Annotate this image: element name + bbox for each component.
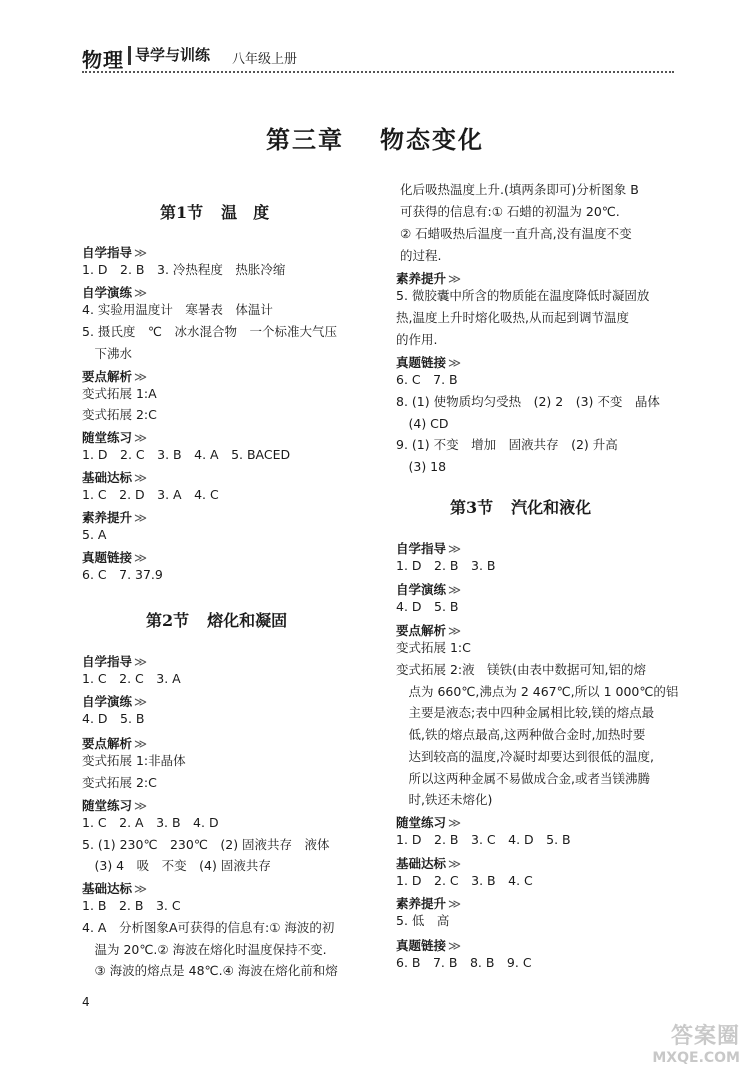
chevron-icon: ≫	[134, 285, 148, 300]
answer-line: 主要是液态;表中四种金属相比较,镁的熔点最	[396, 705, 655, 720]
chapter-title	[0, 120, 750, 155]
answer-line: 5. 低 高	[396, 913, 450, 928]
subject-title: 物理	[82, 48, 124, 72]
chevron-icon: ≫	[134, 654, 148, 669]
label-zixue-yanlian: 自学演练 ≫	[396, 582, 462, 597]
answer-line: 1. D 2. B 3. B	[396, 558, 496, 573]
answer-line: 的作用.	[396, 332, 438, 347]
answer-line: 变式拓展 1:C	[396, 640, 471, 655]
label-zhenti-lianjie: 真题链接 ≫	[396, 355, 462, 370]
chevron-icon: ≫	[134, 694, 148, 709]
page-header	[82, 44, 672, 70]
label-suyang-tisheng: 素养提升 ≫	[396, 896, 462, 911]
answer-line: 低,铁的熔点最高,这两种做合金时,加热时要	[396, 727, 646, 742]
chapter-name: 物态变化	[380, 125, 484, 154]
answer-line: 变式拓展 1:A	[82, 386, 157, 401]
section-2-name: 熔化和凝固	[207, 611, 288, 630]
answer-line: 6. C 7. 37.9	[82, 567, 163, 582]
label-zhenti-lianjie: 真题链接 ≫	[396, 938, 462, 953]
label-yaodian-jiexi: 要点解析 ≫	[396, 623, 462, 638]
answer-line: 变式拓展 2:C	[82, 407, 157, 422]
label-zixue-zhidao: 自学指导 ≫	[82, 654, 148, 669]
answer-line: (3) 4 吸 不变 (4) 固液共存	[82, 858, 271, 873]
answer-line: 变式拓展 2:C	[82, 775, 157, 790]
chevron-icon: ≫	[448, 938, 462, 953]
chevron-icon: ≫	[448, 815, 462, 830]
section-2-title	[146, 608, 287, 631]
book-title: 导学与训练	[128, 46, 214, 65]
chevron-icon: ≫	[134, 798, 148, 813]
answer-line: 点为 660℃,沸点为 2 467℃,所以 1 000℃的铝	[396, 684, 679, 699]
answer-line: 1. D 2. B 3. C 4. D 5. B	[396, 832, 571, 847]
page-number: 4	[82, 995, 90, 1009]
chevron-icon: ≫	[448, 623, 462, 638]
answer-line: 4. 实验用温度计 寒暑表 体温计	[82, 302, 273, 317]
label-suyang-tisheng: 素养提升 ≫	[82, 510, 148, 525]
answer-line: 达到较高的温度,冷凝时却要达到很低的温度,	[396, 749, 654, 764]
answer-line: ③ 海波的熔点是 48℃.④ 海波在熔化前和熔	[82, 963, 338, 978]
label-suyang-tisheng: 素养提升 ≫	[396, 271, 462, 286]
chapter-number: 第三章	[266, 125, 344, 154]
answer-line: 热,温度上升时熔化吸热,从而起到调节温度	[396, 310, 629, 325]
answer-line: 1. D 2. B 3. 冷热程度 热胀冷缩	[82, 262, 286, 277]
answer-line: 4. D 5. B	[396, 599, 459, 614]
label-zixue-zhidao: 自学指导 ≫	[82, 245, 148, 260]
label-jichu-dabiao: 基础达标 ≫	[82, 881, 148, 896]
section-3-name: 汽化和液化	[511, 498, 592, 517]
label-suitang-lianxi: 随堂练习 ≫	[82, 430, 148, 445]
answer-line: 5. 微胶囊中所含的物质能在温度降低时凝固放	[396, 288, 650, 303]
answer-line: 5. 摄氏度 ℃ 冰水混合物 一个标准大气压	[82, 324, 337, 339]
chevron-icon: ≫	[134, 510, 148, 525]
section-1-title	[160, 200, 269, 223]
label-yaodian-jiexi: 要点解析 ≫	[82, 736, 148, 751]
section-1-number: 第1节	[160, 203, 204, 222]
answer-line: 温为 20℃.② 海波在熔化时温度保持不变.	[82, 942, 327, 957]
answer-line: 4. A 分析图象A可获得的信息有:① 海波的初	[82, 920, 335, 935]
answer-line: 下沸水	[82, 346, 133, 361]
answer-line: 1. D 2. C 3. B 4. C	[396, 873, 533, 888]
section-2-number: 第2节	[146, 611, 190, 630]
answer-line: 的过程.	[400, 248, 442, 263]
label-zhenti-lianjie: 真题链接 ≫	[82, 550, 148, 565]
answer-line: 变式拓展 2:液 镁铁(由表中数据可知,铝的熔	[396, 662, 646, 677]
answer-line: (4) CD	[396, 416, 449, 431]
chevron-icon: ≫	[448, 896, 462, 911]
label-suitang-lianxi: 随堂练习 ≫	[396, 815, 462, 830]
chevron-icon: ≫	[134, 430, 148, 445]
answer-line: 5. A	[82, 527, 107, 542]
answer-line: 1. D 2. C 3. B 4. A 5. BACED	[82, 447, 291, 462]
label-jichu-dabiao: 基础达标 ≫	[396, 856, 462, 871]
label-yaodian-jiexi: 要点解析 ≫	[82, 369, 148, 384]
label-zixue-yanlian: 自学演练 ≫	[82, 285, 148, 300]
answer-line: 6. B 7. B 8. B 9. C	[396, 955, 532, 970]
chevron-icon: ≫	[448, 271, 462, 286]
answer-line: 化后吸热温度上升.(填两条即可)分析图象 B	[400, 182, 639, 197]
answer-line: 1. B 2. B 3. C	[82, 898, 181, 913]
chevron-icon: ≫	[134, 881, 148, 896]
answer-line: 4. D 5. B	[82, 711, 145, 726]
chevron-icon: ≫	[448, 582, 462, 597]
chevron-icon: ≫	[448, 541, 462, 556]
answer-line: 时,铁还未熔化)	[396, 792, 493, 807]
chevron-icon: ≫	[448, 856, 462, 871]
label-zixue-zhidao: 自学指导 ≫	[396, 541, 462, 556]
label-suitang-lianxi: 随堂练习 ≫	[82, 798, 148, 813]
answer-line: 可获得的信息有:① 石蜡的初温为 20℃.	[400, 204, 620, 219]
answer-line: 9. (1) 不变 增加 固液共存 (2) 升高	[396, 437, 618, 452]
chevron-icon: ≫	[448, 355, 462, 370]
grade-label: 八年级上册	[232, 52, 298, 67]
answer-line: ② 石蜡吸热后温度一直升高,没有温度不变	[400, 226, 632, 241]
answer-line: 变式拓展 1:非晶体	[82, 753, 186, 768]
answer-line: 所以这两种金属不易做成合金,或者当镁沸腾	[396, 771, 650, 786]
chevron-icon: ≫	[134, 550, 148, 565]
watermark-url: MXQE.COM	[652, 1050, 740, 1066]
chevron-icon: ≫	[134, 245, 148, 260]
answer-line: 5. (1) 230℃ 230℃ (2) 固液共存 液体	[82, 837, 330, 852]
section-3-title	[450, 495, 591, 518]
answer-line: 1. C 2. C 3. A	[82, 671, 181, 686]
answer-line: 1. C 2. A 3. B 4. D	[82, 815, 219, 830]
section-3-number: 第3节	[450, 498, 494, 517]
watermark-logo: 答案圈	[670, 1024, 740, 1049]
chevron-icon: ≫	[134, 369, 148, 384]
answer-line: 1. C 2. D 3. A 4. C	[82, 487, 219, 502]
section-1-name: 温 度	[221, 203, 270, 222]
label-zixue-yanlian: 自学演练 ≫	[82, 694, 148, 709]
answer-line: 6. C 7. B	[396, 372, 458, 387]
header-divider	[82, 71, 674, 73]
chevron-icon: ≫	[134, 736, 148, 751]
label-jichu-dabiao: 基础达标 ≫	[82, 470, 148, 485]
answer-line: (3) 18	[396, 459, 447, 474]
answer-line: 8. (1) 使物质均匀受热 (2) 2 (3) 不变 晶体	[396, 394, 660, 409]
chevron-icon: ≫	[134, 470, 148, 485]
